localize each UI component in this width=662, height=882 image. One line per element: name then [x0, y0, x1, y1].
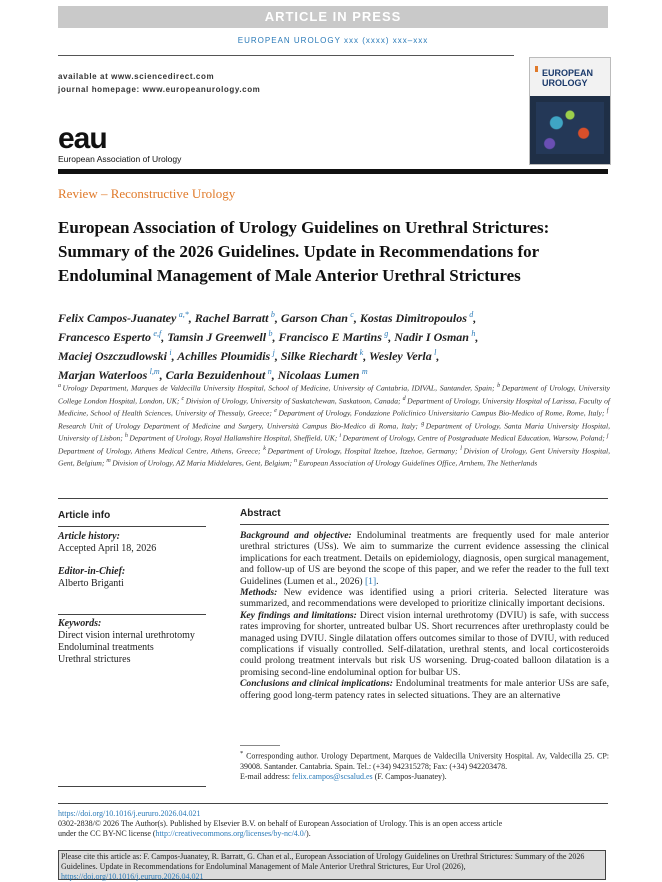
author: Nicolaas Lumen [277, 368, 360, 382]
cover-artwork [536, 102, 604, 154]
author-affil-link[interactable]: l [434, 348, 437, 357]
eau-logo [58, 124, 198, 168]
author: Tamsin J Greenwell [167, 330, 267, 344]
article-history: Article history: Accepted April 18, 2026 [58, 531, 157, 554]
author-affil-link[interactable]: d [469, 310, 474, 319]
correspondence-note: * Corresponding author. Urology Department, Marques de Valdecilla University Hospital. Av, Valdecilla 25. CP: 39008. Santander. Cantabria. Spain. Tel.: (+34) 942315278; Fax: (+34) 942203478. E-mail address: felix.campos@scsalud.es (F. Campos-Juanatey). [240, 750, 610, 781]
footer-doi-block [58, 809, 608, 839]
journal-cover-thumbnail [529, 57, 611, 165]
affiliation: Department of Urology, Hospital Itzehoe, Itzehoe, Germany; [267, 446, 458, 456]
availability-block [58, 70, 260, 96]
section-label: Review – Reconstructive Urology [58, 186, 236, 201]
affiliation: Department of Urology, University College London Hospital, London, UK; [58, 383, 610, 406]
affiliation: Department of Urology, Centre of Postgraduate Medical Education, Warsow, Poland; [342, 433, 605, 443]
keywords: Keywords: Direct vision internal urethrotomy Endoluminal treatments Urethral strictures [58, 618, 208, 666]
article-in-press-banner: ARTICLE IN PRESS [58, 6, 608, 28]
author-affil-link[interactable]: j [272, 348, 275, 357]
license-link[interactable]: http://creativecommons.org/licenses/by-nc/4.0/ [155, 829, 307, 838]
abstract-conclusions: Conclusions and clinical implications: Endoluminal treatments for male anterior USs are safe, offering good long-term patency rates in selected situations. They are an alternative [240, 678, 609, 701]
affiliation: Research Unit of Urology Department of Medicine and Surgery, Università Campus Bio-Medico di Roma, Italy; [58, 421, 418, 431]
author-affil-link[interactable]: b [270, 310, 275, 319]
keyword: Endoluminal treatments [58, 642, 154, 653]
author: Achilles Ploumidis [177, 349, 271, 363]
author: Francesco Esperto [58, 330, 151, 344]
abstract-body [240, 530, 609, 701]
keywords-rule [58, 614, 206, 615]
affiliation: Department of Urology, Fondazione Policlinico Universitario Campus Bio-Medico of Rome, Rome, Italy; [278, 408, 605, 418]
affiliation: Department of Urology, Athens Medical Centre, Athens, Greece; [58, 446, 261, 456]
affiliations-divider [58, 498, 608, 499]
author: Maciej Oszczudlowski [58, 349, 168, 363]
masthead-rule [58, 169, 608, 174]
copyright-line: 0302-2838/© 2026 The Author(s). Published by Elsevier B.V. on behalf of European Association of Urology. This is an open access article [58, 819, 503, 828]
article-info-bottom-rule [58, 786, 206, 787]
abstract-methods: Methods: New evidence was identified using a priori criteria. Selected literature was summarized, and recommendations were developed to prioritize clinically important decisions. [240, 587, 609, 610]
author: Rachel Barratt [194, 311, 269, 325]
affiliation: Division of Urology, Gent University Hospital, Gent, Belgium; [58, 446, 611, 468]
sciencedirect-line[interactable]: available at www.sciencedirect.com [58, 72, 215, 81]
abstract-rule [240, 524, 609, 525]
author-affil-link[interactable]: i [169, 348, 172, 357]
editor-in-chief: Editor-in-Chief: Alberto Briganti [58, 566, 126, 589]
cover-title: EUROPEAN UROLOGY [542, 68, 594, 88]
eau-logo-mark: eau [58, 122, 107, 155]
author: Kostas Dimitropoulos [359, 311, 467, 325]
citation-doi-link[interactable]: https://doi.org/10.1016/j.eururo.2026.04.021 [61, 872, 204, 881]
abstract-background: Background and objective: Endoluminal treatments are frequently used for male anterior urethral strictures (USs). We aim to summarize the current evidence assessing the clinical implications for each treatment. Details on epidemiology, diagnosis, open surgical management, and follow-up of US are beyond the scope of this paper, and we refer the reader to the full text Guidelines (Lumen et al., 2026) [1]. [240, 530, 609, 587]
affiliation: Department of Urology, Royal Hallamshire Hospital, Sheffield, UK; [129, 433, 338, 443]
author-affil-link[interactable]: g [384, 329, 389, 338]
author: Felix Campos-Juanatey [58, 311, 177, 325]
author: Carla Bezuidenhout [165, 368, 266, 382]
footer-rule [58, 803, 608, 804]
affiliations: $^a$ Urology Department, Marques de Valdecilla University Hospital, School of Medicine, University of Cantabria, IDIVAL, Santander, Spain; $^b$ Department of Urology, University College London Hospital, London, UK; $^c$ Division of Urology, University of Saskatchewan, Saskatoon, Canada; $^d$ Department of Urology, University Hospital of Larissa, Faculty of Medicine, School of Health Sciences, University of Thessaly, Greece; $^e$ Department of Urology, Fondazione Policlinico Universitario Campus Bio-Medico of Rome, Rome, Italy; $^f$ Research Unit of Urology Department of Medicine and Surgery, Università Campus Bio-Medico di Roma, Italy; $^g$ Department of Urology, Santa Maria University Hospital, University of Lisbon; $^h$ Department of Urology, Royal Hallamshire Hospital, Sheffield, UK; $^i$ Department of Urology, Centre of Postgraduate Medical Education, Warsow, Poland; $^j$ Department of Urology, Athens Medical Centre, Athens, Greece; $^k$ Department of Urology, Hospital Itzehoe, Itzehoe, Germany; $^l$ Division of Urology, Gent University Hospital, Gent, Belgium; $^m$ Division of Urology, AZ Maria Middelares, Gent, Belgium; $^n$ European Association of Urology Guidelines Office, Arnhem, The Netherlands [58, 383, 611, 468]
author-affil-link[interactable]: c [350, 310, 354, 319]
affiliation: European Association of Urology Guidelines Office, Arnhem, The Netherlands [298, 458, 538, 468]
footnote-rule [240, 745, 280, 746]
email-link[interactable]: felix.campos@scsalud.es [291, 771, 373, 781]
author: Silke Riechardt [280, 349, 358, 363]
keyword: Direct vision internal urethrotomy [58, 630, 195, 641]
article-info-rule [58, 526, 206, 527]
license-line: under the CC BY-NC license (http://creativecommons.org/licenses/by-nc/4.0/). [58, 829, 311, 838]
abstract-heading: Abstract [240, 508, 281, 519]
author-affil-link[interactable]: b [268, 329, 273, 338]
author: Marjan Waterloos [58, 368, 148, 382]
author-list: Felix Campos-Juanatey $^{a,*}$, Rachel Barratt $^b$, Garson Chan $^c$, Kostas Dimitropoulos $^d$, Francesco Esperto $^{e,f}$, Tamsin J Greenwell $^b$, Francisco E Martins $^g$, Nadir I Osman $^h$, Maciej Oszczudlowski $^i$, Achilles Ploumidis $^j$, Silke Riechardt $^k$, Wesley Verla $^l$, Marjan Waterloos $^{l,m}$, Carla Bezuidenhout $^n$, Nicolaas Lumen $^m$ [58, 310, 479, 382]
author: Garson Chan [280, 311, 348, 325]
affiliation: Division of Urology, University of Saskatchewan, Saskatoon, Canada; [185, 396, 401, 406]
affiliation: Division of Urology, AZ Maria Middelares, Gent, Belgium; [112, 458, 293, 468]
author-affil-link[interactable]: e,f [153, 329, 162, 338]
author-affil-link[interactable]: k [359, 348, 364, 357]
header-divider [58, 55, 514, 56]
author: Wesley Verla [368, 349, 432, 363]
author-affil-link[interactable]: m [361, 367, 368, 376]
abstract-findings: Key findings and limitations: Direct vision internal urethrotomy (DVIU) is safe, with success rates improving for shorter, untreated bulbar US. Short recurrences after urethroplasty could be managed using DVIU. Single dilatation offers outcomes similar to those of DVIU, with reduced complications if visually controlled. Self-dilatation, urethral stents, and local corticosteroids could prolong treatment intervals but risk US worsening. Drug-coated balloon dilatation is a promising second-line endoluminal option for bulbar US. [240, 609, 609, 678]
article-title: European Association of Urology Guidelines on Urethral Strictures: Summary of the 2026 Guidelines. Update in Recommendations for Endoluminal Management of Male Anterior Urethral Strictures [58, 218, 550, 285]
author: Francisco E Martins [278, 330, 382, 344]
affiliation: Department of Urology, Santa Maria University Hospital, University of Lisbon; [58, 421, 610, 443]
author-affil-link[interactable]: l,m [149, 367, 160, 376]
journal-running-head: EUROPEAN UROLOGY xxx (xxxx) xxx–xxx [237, 36, 429, 45]
doi-link[interactable]: https://doi.org/10.1016/j.eururo.2026.04.021 [58, 809, 201, 818]
eau-logo-name: European Association of Urology [58, 154, 182, 164]
citation-box: Please cite this article as: F. Campos-Juanatey, R. Barratt, G. Chan et al., European Association of Urology Guidelines on Urethral Strictures: Summary of the 2026 Guidelines. Update in Recommendations for Endoluminal Management of Male Anterior Urethral Strictures, Eur Urol (2026), https://doi.org/10.1016/j.eururo.2026.04.021 [58, 850, 606, 880]
keyword: Urethral strictures [58, 654, 131, 665]
author-affil-link[interactable]: n [267, 367, 272, 376]
article-info-heading: Article info [58, 510, 111, 521]
author-affil-link[interactable]: a,* [178, 310, 189, 319]
author: Nadir I Osman [394, 330, 469, 344]
affiliation: Urology Department, Marques de Valdecilla University Hospital, School of Medicine, University of Cantabria, IDIVAL, Santander, Spain; [62, 383, 495, 393]
reference-link[interactable]: [1] [364, 575, 377, 587]
journal-homepage-line[interactable]: journal homepage: www.europeanurology.com [58, 85, 261, 94]
cover-accent [535, 66, 538, 72]
affiliation: Department of Urology, University Hospital of Larissa, Faculty of Medicine, School of Health Sciences, University of Thessaly, Greece; [58, 396, 610, 418]
author-affil-link[interactable]: h [471, 329, 476, 338]
